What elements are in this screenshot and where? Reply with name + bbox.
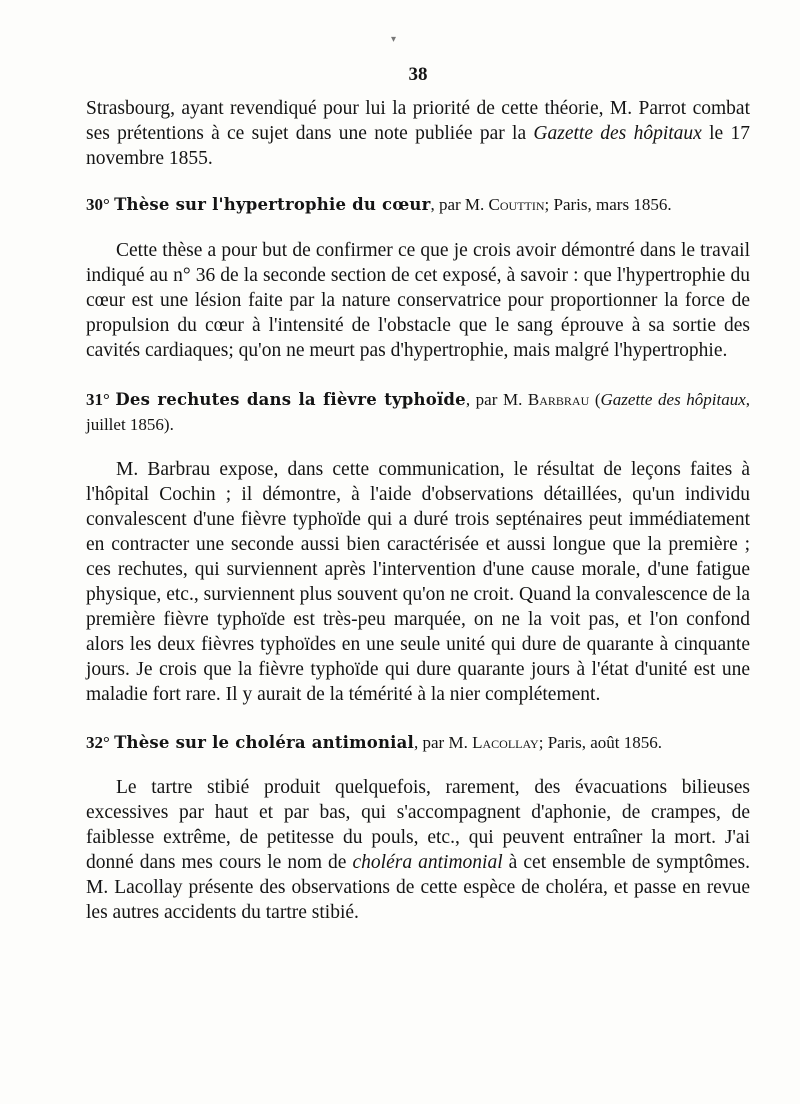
section-32-title: Thèse sur le choléra antimonial [114,733,415,752]
section-32-body-2: à cet ensemble de symptômes. M. Lacollay présente des observations de cette espèce de choléra, et passe en revue les autres accidents du tartre stibié. [86,852,751,923]
section-32-term: choléra antimonial [352,852,503,873]
section-30-number: 30° [86,195,110,214]
section-31-heading [86,387,750,437]
section-31-date: , juillet 1856). [86,390,750,434]
section-31-number: 31° [86,390,110,409]
section-32-body [86,775,750,925]
section-31-paren: ( [589,390,601,409]
section-30-place-date: ; Paris, mars 1856. [544,195,672,214]
section-31-title: Des rechutes dans la fièvre typhoïde [115,390,466,409]
section-32-heading [86,730,750,755]
document-page [86,62,750,925]
printer-mark: ▾ [391,34,397,45]
section-31-by: , par M. [465,390,528,409]
section-32-number: 32° [86,733,110,752]
section-30-author: Couttin [488,195,545,214]
section-32-body-1: Le tartre stibié produit quelquefois, rarement, des évacuations bilieuses excessives par haut et par bas, qui s'accompagnent d'aphonie, de crampes, de faiblesse extrême, de petitesse du pouls, etc., qui peuvent entraîner la mort. J'ai donné dans mes cours le nom de [86,777,750,873]
section-30-body: Cette thèse a pour but de confirmer ce que je crois avoir démontré dans le travail indiqué au n° 36 de la seconde section de cet exposé, à savoir : que l'hypertrophie du cœur est une lésion faite par la nature conservatrice pour proportionner la force de propulsion du cœur à l'intensité de l'obstacle que le sang éprouve à sa sortie des cavités cardiaques; qu'on ne meurt pas d'hypertrophie, mais malgré l'hypertrophie. [86,240,750,361]
section-31-author: Barbrau [527,390,590,409]
page-number: 38 [408,64,428,85]
section-30-by: , par M. [430,195,489,214]
section-32-place-date: ; Paris, août 1856. [538,733,662,752]
intro-journal: Gazette des hôpitaux [533,123,702,144]
intro-text-1: Strasbourg, ayant revendiqué pour lui la priorité de cette théorie, M. Parrot combat ses prétentions à ce sujet dans une note publiée par la [86,98,750,144]
intro-text-2: le 17 novembre 1855. [86,123,750,169]
section-32-by: , par M. [414,733,473,752]
section-31-journal: Gazette des hôpitaux [600,390,746,409]
section-30-heading [86,192,750,217]
section-31-body: M. Barbrau expose, dans cette communication, le résultat de leçons faites à l'hôpital Cochin ; il démontre, à l'aide d'observations détaillées, qu'un individu convalescent d'une fièvre typhoïde qui a duré trois septénaires peut immédiatement en contracter une seconde aussi bien caractérisée et aussi longue que la première ; ces rechutes, qui surviennent après l'intervention d'une cause morale, d'une fatigue physique, etc., surviennent plus souvent qu'on ne croit. Quand la convalescence de la première fièvre typhoïde est très-peu marquée, on ne la voit pas, et l'on confond alors les deux fièvres typhoïdes en une seule unité qui dure de quarante à cinquante jours. Je crois que la fièvre typhoïde qui dure quarante jours à l'état d'unité est une maladie fort rare. Il y aurait de la témérité à la nier complétement. [86,459,750,705]
section-30-title: Thèse sur l'hypertrophie du cœur [114,195,431,214]
intro-paragraph [86,96,750,171]
section-32-author: Lacollay [472,733,539,752]
